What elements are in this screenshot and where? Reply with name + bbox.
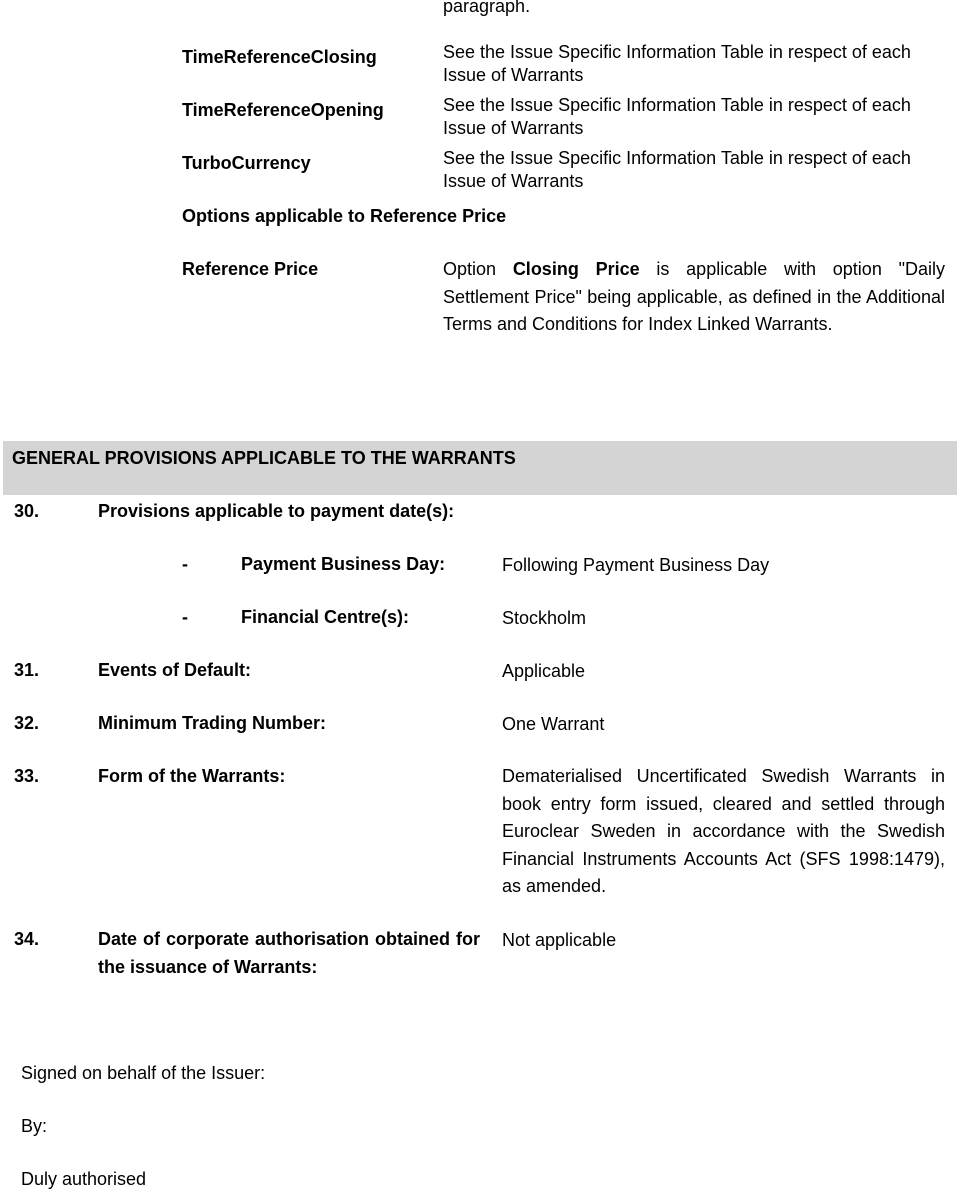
value-date-of-corporate-authorisation: Not applicable	[502, 930, 617, 950]
item-32-number: 32.	[14, 713, 40, 733]
ref-price-pre: Option	[443, 259, 513, 279]
label-events-of-default: Events of Default:	[98, 660, 252, 680]
duly-authorised-text: Duly authorised	[21, 1169, 147, 1189]
value-time-reference-opening: See the Issue Specific Information Table in respect of each Issue of Warrants	[443, 95, 911, 138]
value-events-of-default: Applicable	[502, 661, 586, 681]
label-form-of-warrants: Form of the Warrants:	[98, 766, 286, 786]
item-33-number: 33.	[14, 766, 40, 786]
value-reference-price	[443, 256, 945, 339]
item-31-number: 31.	[14, 660, 40, 680]
label-financial-centres: Financial Centre(s):	[241, 607, 410, 627]
label-time-reference-closing: TimeReferenceClosing	[182, 47, 377, 67]
ref-price-post: is applicable with option "Daily Settlement Price" being applicable, as defined in the Additional Terms and Conditions for Index Linked Warrants.	[443, 259, 946, 334]
label-payment-business-day: Payment Business Day:	[241, 554, 446, 574]
value-financial-centres: Stockholm	[502, 608, 587, 628]
label-time-reference-opening: TimeReferenceOpening	[182, 100, 384, 120]
item-34-number: 34.	[14, 929, 40, 949]
item-30-label: Provisions applicable to payment date(s):	[98, 501, 455, 521]
value-time-reference-closing: See the Issue Specific Information Table in respect of each Issue of Warrants	[443, 42, 911, 85]
label-turbo-currency: TurboCurrency	[182, 153, 311, 173]
value-form-of-warrants: Dematerialised Uncertificated Swedish Warrants in book entry form issued, cleared and settled through Euroclear Sweden in accordance with the Swedish Financial Instruments Accounts Act (SFS 1998:1479), as amended.	[502, 766, 945, 896]
value-turbo-currency: See the Issue Specific Information Table in respect of each Issue of Warrants	[443, 148, 911, 191]
label-minimum-trading-number: Minimum Trading Number:	[98, 713, 327, 733]
continued-text: paragraph.	[443, 0, 531, 16]
sub-dash: -	[182, 554, 188, 574]
section-title: GENERAL PROVISIONS APPLICABLE TO THE WARRANTS	[12, 448, 516, 468]
value-minimum-trading-number: One Warrant	[502, 714, 605, 734]
label-date-of-corporate-authorisation: Date of corporate authorisation obtained for the issuance of Warrants:	[98, 929, 480, 977]
label-reference-price: Reference Price	[182, 259, 319, 279]
ref-price-option-name: Closing Price	[512, 259, 640, 279]
options-heading: Options applicable to Reference Price	[182, 206, 507, 226]
sub-dash: -	[182, 607, 188, 627]
item-30-number: 30.	[14, 501, 40, 521]
signed-on-behalf-text: Signed on behalf of the Issuer:	[21, 1063, 266, 1083]
by-label: By:	[21, 1116, 48, 1136]
value-payment-business-day: Following Payment Business Day	[502, 555, 770, 575]
